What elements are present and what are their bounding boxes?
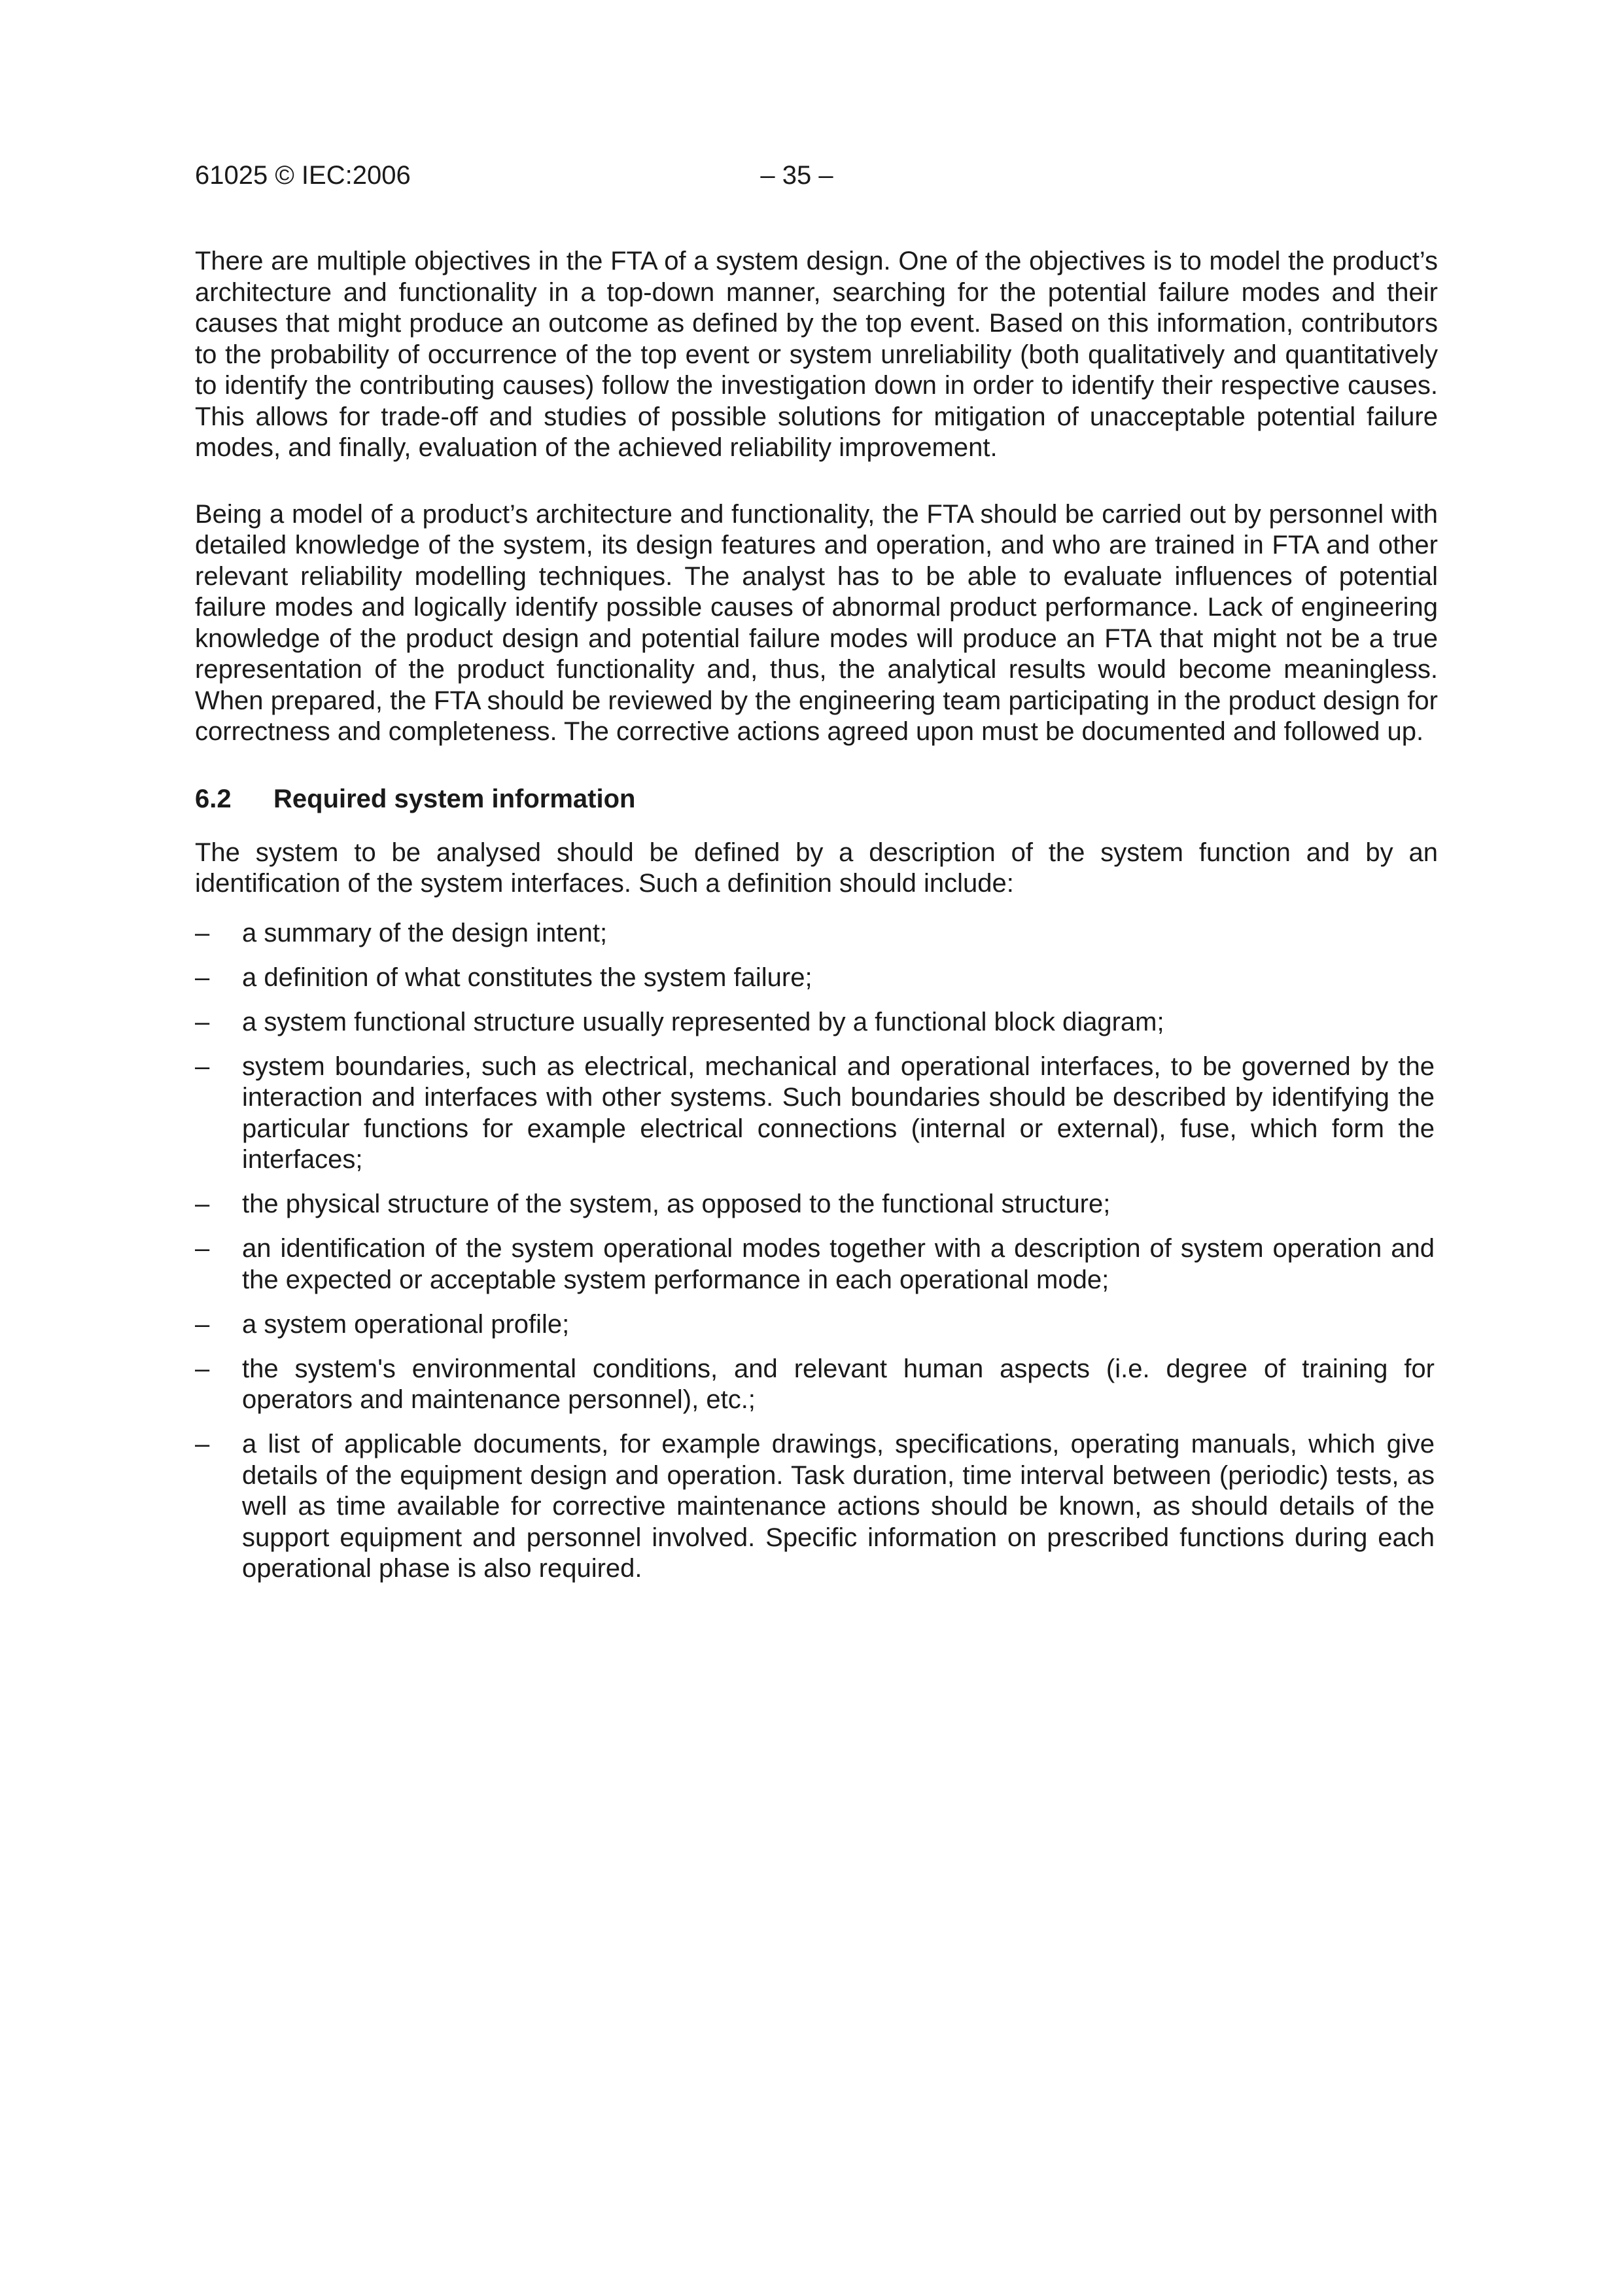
list-dash: – [195,1190,210,1218]
list-item-text: a list of applicable documents, for example drawings, specifications, operating manuals, which give details of the equipment design and operation. Task duration, time interval between (periodic) tests, as well as time available for corrective maintenance actions should be known, as should details of the support equipment and personnel involved. Specific information on prescribed functions during each operational phase is also required. [242,1430,1435,1583]
list-item-text: system boundaries, such as electrical, mechanical and operational interfaces, to be governed by the interaction and interfaces with other systems. Such boundaries should be described by identifying the particular functions for example electrical connections (internal or external), fuse, which form the interfaces; [242,1051,1435,1174]
list-item [195,918,1435,949]
list-dash: – [195,1354,210,1383]
section-number: 6.2 [195,784,232,813]
list-dash: – [195,1007,210,1036]
page-body [195,246,1438,1598]
document-reference: 61025 © IEC:2006 [195,161,411,190]
list-item [195,1233,1435,1296]
list-dash: – [195,1430,210,1458]
section-title: Required system information [273,784,636,813]
paragraph-fta-personnel: Being a model of a product’s architecture and functionality, the FTA should be carried out by personnel with detailed knowledge of the system, its design features and operation, and who are trained in FTA and other relevant reliability modelling techniques. The analyst has to be able to evaluate influences of potential failure modes and logically identify possible causes of abnormal product performance. Lack of engineering knowledge of the product design and potential failure modes will produce an FTA that might not be a true representation of the product functionality and, thus, the analytical results would become meaningless. When prepared, the FTA should be reviewed by the engineering team participating in the product design for correctness and completeness. The corrective actions agreed upon must be documented and followed up. [195,499,1438,746]
list-item-text: an identification of the system operational modes together with a description of system operation and the expected or acceptable system performance in each operational mode; [242,1234,1435,1294]
list-item-text: a summary of the design intent; [242,918,608,947]
list-dash: – [195,1051,210,1081]
page-header [195,157,1438,194]
list-item [195,1309,1435,1341]
list-item [195,1051,1435,1176]
list-item [195,1429,1435,1585]
list-item-text: a system operational profile; [242,1309,570,1339]
section-heading [195,783,1438,815]
list-dash: – [195,1234,210,1263]
list-item [195,1189,1435,1220]
requirements-list [195,918,1435,1585]
list-item [195,1354,1435,1416]
list-dash: – [195,1309,210,1339]
list-item-text: a definition of what constitutes the system failure; [242,963,812,992]
page-number: – 35 – [760,161,833,190]
list-item [195,963,1435,994]
paragraph-fta-objectives: There are multiple objectives in the FTA of a system design. One of the objectives is to model the product’s architecture and functionality in a top-down manner, searching for the potential failure modes and their causes that might produce an outcome as defined by the top event. Based on this information, contributors to the probability of occurrence of the top event or system unreliability (both qualitatively and quantitatively to identify the contributing causes) follow the investigation down in order to identify their respective causes. This allows for trade-off and studies of possible solutions for mitigation of unacceptable potential failure modes, and finally, evaluation of the achieved reliability improvement. [195,247,1438,462]
list-dash: – [195,963,210,992]
list-item-text: the physical structure of the system, as opposed to the functional structure; [242,1190,1111,1218]
list-dash: – [195,918,210,947]
list-item [195,1007,1435,1038]
list-item-text: the system's environmental conditions, and relevant human aspects (i.e. degree of training for operators and maintenance personnel), etc.; [242,1354,1435,1414]
section-intro: The system to be analysed should be defined by a description of the system function and by an identification of the system interfaces. Such a definition should include: [195,838,1438,898]
list-item-text: a system functional structure usually represented by a functional block diagram; [242,1007,1164,1036]
